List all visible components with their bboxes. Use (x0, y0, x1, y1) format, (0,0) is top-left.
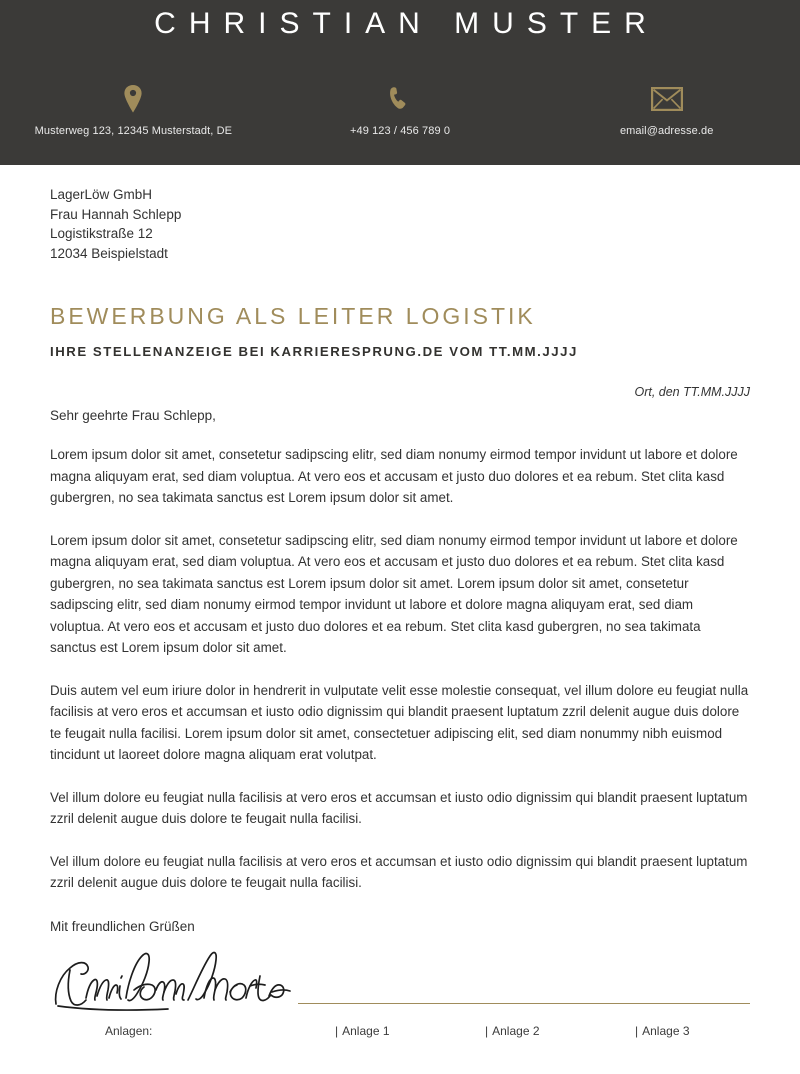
recipient-company: LagerLöw GmbH (50, 187, 153, 202)
phone-text: +49 123 / 456 789 0 (349, 125, 451, 137)
attachment-item-1 (335, 1024, 390, 1038)
contact-phone (267, 82, 534, 137)
attachments-row (50, 1024, 750, 1046)
letter-sheet (0, 185, 800, 1046)
body-paragraph: Duis autem vel eum iriure dolor in hendrerit in vulputate velit esse molestie consequat, vel illum dolore eu feugiat nulla facilisis at vero eros et accumsan et iusto odio dignissim qui blandit praesent luptatum zzril delenit augue duis dolore te feugait nulla facilisi. Lorem ipsum dolor sit amet, consectetuer adipiscing elit, sed diam nonummy nibh euismod tincidunt ut laoreet dolore magna aliquam erat volutpat. (50, 682, 749, 762)
page-title: CHRISTIAN MUSTER (154, 7, 659, 40)
signature-image (48, 940, 298, 1012)
attachment-item-3 (635, 1024, 690, 1038)
location-pin-icon (0, 82, 267, 116)
address-text: Musterweg 123, 12345 Musterstadt, DE (34, 125, 233, 137)
attachment-separator: | (485, 1023, 489, 1038)
date-line: Ort, den TT.MM.JJJJ (634, 385, 750, 399)
attachment-item-2 (485, 1024, 540, 1038)
recipient-street: Logistikstraße 12 (50, 226, 153, 241)
letterhead-header (0, 0, 800, 165)
attachment-label: Anlage 3 (642, 1023, 690, 1038)
subject-reference: IHRE STELLENANZEIGE BEI KARRIERESPRUNG.DE VOM TT.MM.JJJJ (50, 344, 578, 359)
contact-address (0, 82, 267, 137)
closing-salutation: Mit freundlichen Grüßen (50, 918, 195, 934)
signature-rule (298, 1003, 750, 1005)
recipient-city: 12034 Beispielstadt (50, 245, 168, 261)
salutation: Sehr geehrte Frau Schlepp, (50, 408, 216, 423)
email-text: email@adresse.de (619, 125, 714, 137)
envelope-icon (533, 82, 800, 116)
body-paragraph: Lorem ipsum dolor sit amet, consetetur sadipscing elitr, sed diam nonumy eirmod tempor invidunt ut labore et dolore magna aliquyam erat, sed diam voluptua. At vero eos et accusam et justo duo dolores et ea rebum. Stet clita kasd gubergren, no sea takimata sanctus est Lorem ipsum dolor sit amet. Lorem ipsum dolor sit amet, consetetur sadipscing elitr, sed diam nonumy eirmod tempor invidunt ut labore et dolore magna aliquyam erat, sed diam voluptua. At vero eos et accusam et justo duo dolores et ea rebum. Stet clita kasd gubergren, no sea takimata sanctus est Lorem ipsum dolor sit amet. (50, 532, 738, 655)
body-paragraph: Lorem ipsum dolor sit amet, consetetur sadipscing elitr, sed diam nonumy eirmod tempor invidunt ut labore et dolore magna aliquyam erat, sed diam voluptua. At vero eos et accusam et justo duo dolores et ea rebum. Stet clita kasd gubergren, no sea takimata sanctus est Lorem ipsum dolor sit amet. (50, 447, 738, 505)
contact-email (533, 82, 800, 137)
attachment-label: Anlage 2 (492, 1023, 540, 1038)
signature-area (50, 940, 750, 1012)
body-paragraph: Vel illum dolore eu feugiat nulla facilisis at vero eros et accumsan et iusto odio dignissim qui blandit praesent luptatum zzril delenit augue duis dolore te feugait nulla facilisi. (50, 853, 748, 890)
attachment-label: Anlage 1 (342, 1023, 390, 1038)
recipient-address-block (50, 185, 750, 263)
attachments-label: Anlagen: (105, 1023, 153, 1038)
attachment-separator: | (335, 1023, 339, 1038)
subject-title: BEWERBUNG ALS LEITER LOGISTIK (50, 303, 536, 329)
body-paragraph: Vel illum dolore eu feugiat nulla facilisis at vero eros et accumsan et iusto odio dignissim qui blandit praesent luptatum zzril delenit augue duis dolore te feugait nulla facilisi. (50, 789, 748, 826)
phone-icon (267, 82, 534, 116)
recipient-person: Frau Hannah Schlepp (50, 206, 182, 222)
attachment-separator: | (635, 1023, 639, 1038)
contact-row (0, 82, 800, 137)
